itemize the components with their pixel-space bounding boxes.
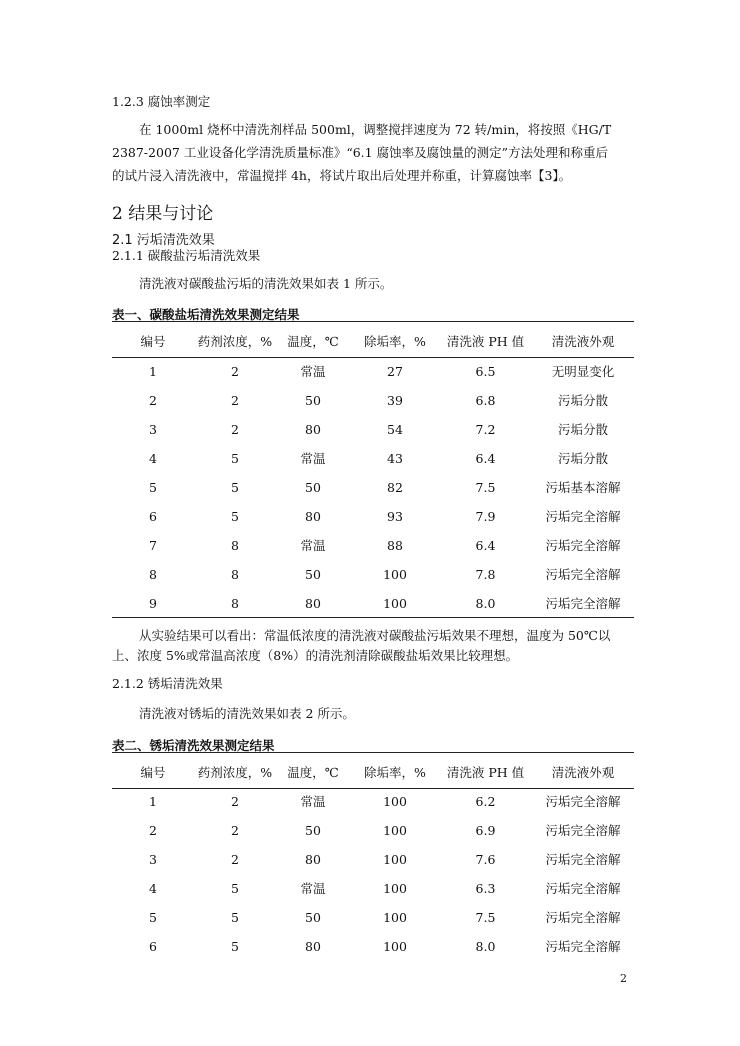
table1-bottom-rule xyxy=(112,617,634,618)
table1-cell: 80 xyxy=(305,596,321,611)
table1-row xyxy=(112,478,634,498)
table1-cell: 39 xyxy=(387,393,403,408)
table2-cell: 80 xyxy=(305,939,321,954)
table1-cell: 50 xyxy=(305,393,321,408)
table2-cell: 80 xyxy=(305,852,321,867)
table2-header-rule xyxy=(112,788,634,789)
table1-cell: 100 xyxy=(383,567,407,582)
table1-cell: 8 xyxy=(231,567,239,582)
table2-cell: 污垢完全溶解 xyxy=(545,852,621,867)
table1-row xyxy=(112,391,634,411)
table2-cell: 6.3 xyxy=(475,881,496,896)
table2-cell: 常温 xyxy=(300,881,326,896)
table2-cell: 6 xyxy=(149,939,157,954)
table2-cell: 2 xyxy=(231,823,239,838)
table1-cell: 80 xyxy=(305,422,321,437)
table2-row xyxy=(112,850,634,870)
paragraph-line: 的试片浸入清洗液中，常温搅拌 4h，将试片取出后处理并称重，计算腐蚀率【3】。 xyxy=(112,168,572,183)
table1-cell: 6.8 xyxy=(475,393,496,408)
table2-cell: 100 xyxy=(383,881,407,896)
table1-header-cell: 清洗液 PH 值 xyxy=(446,334,525,349)
table2-cell: 常温 xyxy=(300,794,326,809)
table1-cell: 43 xyxy=(387,451,403,466)
table2-cell: 3 xyxy=(149,852,157,867)
paragraph-line: 2387-2007 工业设备化学清洗质量标准》“6.1 腐蚀率及腐蚀量的测定”方法处理和称重后 xyxy=(112,145,608,160)
table2-cell: 100 xyxy=(383,852,407,867)
table2-header-cell: 清洗液外观 xyxy=(551,765,615,780)
table2-top-rule xyxy=(112,752,634,753)
table2-cell: 污垢完全溶解 xyxy=(545,881,621,896)
table2-header-cell: 除垢率，% xyxy=(364,765,426,780)
table1-cell: 88 xyxy=(387,538,403,553)
table1-row xyxy=(112,449,634,469)
table1-caption: 表一、碳酸盐垢清洗效果测定结果 xyxy=(112,307,300,322)
table1-cell: 无明显变化 xyxy=(551,364,615,379)
table1-header-cell: 除垢率，% xyxy=(364,334,426,349)
table1-cell: 7.9 xyxy=(475,509,496,524)
table1-cell: 常温 xyxy=(300,364,326,379)
table1-cell: 7.5 xyxy=(475,480,496,495)
table1-cell: 2 xyxy=(231,422,239,437)
table2-cell: 100 xyxy=(383,939,407,954)
table1-cell: 5 xyxy=(149,480,157,495)
table1-cell: 7.2 xyxy=(475,422,496,437)
table1-header-cell: 药剂浓度，% xyxy=(197,334,273,349)
table1-cell: 2 xyxy=(149,393,157,408)
table2-intro: 清洗液对锈垢的清洗效果如表 2 所示。 xyxy=(139,706,355,721)
table2-header-cell: 温度，℃ xyxy=(287,765,339,780)
table2-cell: 污垢完全溶解 xyxy=(545,939,621,954)
table1-cell: 3 xyxy=(149,422,157,437)
table1-intro: 清洗液对碳酸盐污垢的清洗效果如表 1 所示。 xyxy=(139,276,393,291)
table1-cell: 常温 xyxy=(300,451,326,466)
table2-cell: 50 xyxy=(305,823,321,838)
page-number: 2 xyxy=(620,972,627,985)
table2-cell: 100 xyxy=(383,910,407,925)
table1-cell: 4 xyxy=(149,451,157,466)
section-heading-2-1-1: 2.1.1 碳酸盐污垢清洗效果 xyxy=(112,248,261,263)
table1-cell: 污垢分散 xyxy=(557,393,608,408)
table2-cell: 污垢完全溶解 xyxy=(545,823,621,838)
table2-cell: 2 xyxy=(149,823,157,838)
table1-header-row xyxy=(112,332,634,352)
table1-cell: 5 xyxy=(231,480,239,495)
table1-cell: 污垢分散 xyxy=(557,451,608,466)
table2-cell: 5 xyxy=(231,939,239,954)
paragraph-line: 在 1000ml 烧杯中清洗剂样品 500ml，调整搅拌速度为 72 转/min，将按照《HG/T xyxy=(139,122,612,137)
table2-cell: 污垢完全溶解 xyxy=(545,794,621,809)
table2-cell: 4 xyxy=(149,881,157,896)
table1-cell: 82 xyxy=(387,480,403,495)
section-heading-2-1: 2.1 污垢清洗效果 xyxy=(112,233,215,248)
table2-cell: 100 xyxy=(383,794,407,809)
table1-cell: 6.4 xyxy=(475,451,496,466)
table2-cell: 7.5 xyxy=(475,910,496,925)
table2-cell: 2 xyxy=(231,794,239,809)
table1-top-rule xyxy=(112,321,634,322)
table1-cell: 污垢完全溶解 xyxy=(545,596,621,611)
table2-cell: 6.9 xyxy=(475,823,496,838)
table1-cell: 2 xyxy=(231,393,239,408)
section-heading-1-2-3: 1.2.3 腐蚀率测定 xyxy=(112,94,211,109)
table1-cell: 50 xyxy=(305,480,321,495)
table2-cell: 50 xyxy=(305,910,321,925)
table1-header-rule xyxy=(112,357,634,358)
table1-cell: 7 xyxy=(149,538,157,553)
table2-cell: 8.0 xyxy=(475,939,496,954)
table1-cell: 8.0 xyxy=(475,596,496,611)
table1-cell: 54 xyxy=(387,422,403,437)
table2-row xyxy=(112,821,634,841)
table1-cell: 污垢基本溶解 xyxy=(545,480,621,495)
table2-header-cell: 编号 xyxy=(140,765,166,780)
table1-cell: 6.5 xyxy=(475,364,496,379)
table1-cell: 50 xyxy=(305,567,321,582)
table2-cell: 100 xyxy=(383,823,407,838)
table1-row xyxy=(112,536,634,556)
table1-row xyxy=(112,507,634,527)
table1-row xyxy=(112,565,634,585)
table1-cell: 2 xyxy=(231,364,239,379)
table2-header-cell: 清洗液 PH 值 xyxy=(446,765,525,780)
table1-row xyxy=(112,362,634,382)
table1-header-cell: 清洗液外观 xyxy=(551,334,615,349)
table2-row xyxy=(112,792,634,812)
table1-cell: 9 xyxy=(149,596,157,611)
table1-header-cell: 温度，℃ xyxy=(287,334,339,349)
table2-cell: 6.2 xyxy=(475,794,496,809)
table2-row xyxy=(112,937,634,957)
table1-cell: 6.4 xyxy=(475,538,496,553)
table2-cell: 2 xyxy=(231,852,239,867)
conclusion-line: 上、浓度 5%或常温高浓度（8%）的清洗剂清除碳酸盐垢效果比较理想。 xyxy=(112,648,519,663)
table1-cell: 8 xyxy=(231,596,239,611)
table1-cell: 27 xyxy=(387,364,403,379)
table2-cell: 污垢完全溶解 xyxy=(545,910,621,925)
table2-cell: 5 xyxy=(149,910,157,925)
table1-cell: 污垢完全溶解 xyxy=(545,567,621,582)
table1-cell: 5 xyxy=(231,451,239,466)
table2-cell: 5 xyxy=(231,910,239,925)
table2-cell: 1 xyxy=(149,794,157,809)
table1-cell: 100 xyxy=(383,596,407,611)
section-heading-2-1-2: 2.1.2 锈垢清洗效果 xyxy=(112,676,223,691)
table1-row xyxy=(112,594,634,614)
table1-cell: 5 xyxy=(231,509,239,524)
table2-row xyxy=(112,879,634,899)
table1-cell: 93 xyxy=(387,509,403,524)
table2-header-cell: 药剂浓度，% xyxy=(197,765,273,780)
conclusion-line: 从实验结果可以看出：常温低浓度的清洗液对碳酸盐污垢效果不理想，温度为 50℃以 xyxy=(139,628,611,643)
table1-cell: 80 xyxy=(305,509,321,524)
table1-cell: 8 xyxy=(231,538,239,553)
table2-row xyxy=(112,908,634,928)
section-heading-2: 2 结果与讨论 xyxy=(112,204,214,224)
table1-cell: 7.8 xyxy=(475,567,496,582)
table1-header-cell: 编号 xyxy=(140,334,166,349)
table1-cell: 污垢分散 xyxy=(557,422,608,437)
table1-cell: 污垢完全溶解 xyxy=(545,538,621,553)
table2-cell: 5 xyxy=(231,881,239,896)
table1-cell: 1 xyxy=(149,364,157,379)
table1-row xyxy=(112,420,634,440)
table1-cell: 污垢完全溶解 xyxy=(545,509,621,524)
table1-cell: 8 xyxy=(149,567,157,582)
table2-header-row xyxy=(112,763,634,783)
table2-cell: 7.6 xyxy=(475,852,496,867)
table1-cell: 常温 xyxy=(300,538,326,553)
table1-cell: 6 xyxy=(149,509,157,524)
table2-caption: 表二、锈垢清洗效果测定结果 xyxy=(112,738,275,753)
